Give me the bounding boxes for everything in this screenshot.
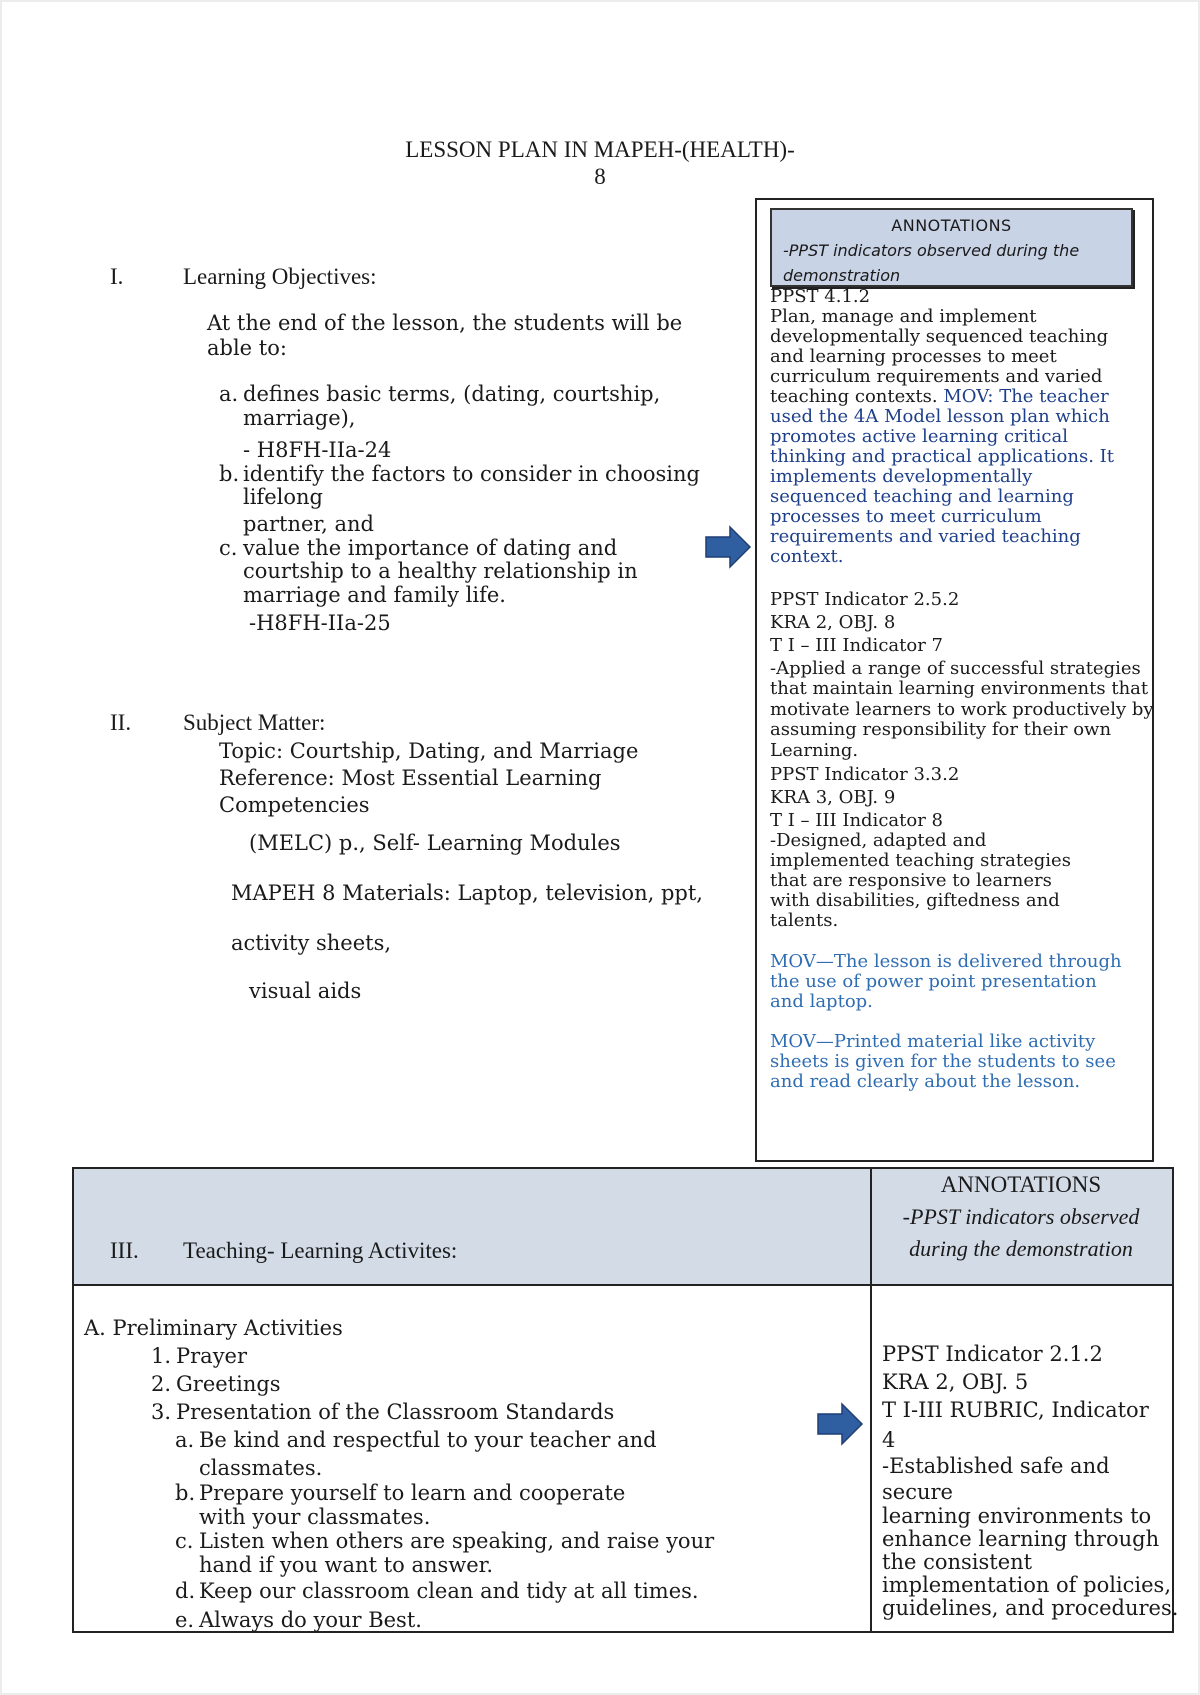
annotation-line: implements developmentally <box>770 466 1033 487</box>
arrow-right-icon <box>704 525 752 569</box>
annotations-header <box>770 208 1133 287</box>
section-2-heading: Subject Matter: <box>183 710 326 735</box>
standard-marker: a. <box>175 1428 195 1452</box>
subject-topic: Topic: Courtship, Dating, and Marriage <box>219 739 639 763</box>
mov-line: MOV—The lesson is delivered through <box>770 951 1122 972</box>
standard-marker: b. <box>175 1481 196 1505</box>
list-item: Greetings <box>176 1372 281 1396</box>
annotation-line: guidelines, and procedures. <box>882 1596 1179 1620</box>
table-annotations-title: ANNOTATIONS <box>940 1172 1102 1197</box>
annotation-line: T I – III Indicator 7 <box>770 635 943 656</box>
objective-b-cont2: partner, and <box>243 512 374 536</box>
page-title: LESSON PLAN IN MAPEH-(HEALTH)- <box>405 137 795 162</box>
objectives-intro: At the end of the lesson, the students will be <box>207 311 683 335</box>
standard-marker: e. <box>175 1608 195 1632</box>
list-item-marker: 2. <box>151 1372 172 1396</box>
annotation-line: -Established safe and <box>882 1454 1110 1478</box>
section-1-number: I. <box>110 264 124 289</box>
objectives-intro-cont: able to: <box>207 336 287 360</box>
subject-activity-sheets: activity sheets, <box>231 931 392 955</box>
annotation-line: PPST Indicator 2.1.2 <box>882 1342 1103 1366</box>
annotation-line: curriculum requirements and varied <box>770 366 1103 387</box>
objective-c-marker: c. <box>219 536 238 560</box>
subject-materials: MAPEH 8 Materials: Laptop, television, ppt, <box>231 881 703 905</box>
objective-b-cont: lifelong <box>243 485 323 509</box>
mov-line: and laptop. <box>770 991 873 1012</box>
objective-c-code: -H8FH-IIa-25 <box>249 611 391 635</box>
annotation-line: PPST Indicator 2.5.2 <box>770 589 960 610</box>
mov-line: the use of power point presentation <box>770 971 1097 992</box>
subject-melc: (MELC) p., Self- Learning Modules <box>249 831 621 855</box>
mov-line: and read clearly about the lesson. <box>770 1071 1081 1092</box>
annotation-line: processes to meet curriculum <box>770 506 1042 527</box>
annotation-line: -Designed, adapted and <box>770 830 987 851</box>
subject-reference: Reference: Most Essential Learning <box>219 766 602 790</box>
annotation-line: assuming responsibility for their own <box>770 719 1112 740</box>
subject-reference-cont: Competencies <box>219 793 370 817</box>
objective-a-cont: marriage), <box>243 406 356 430</box>
objective-a-marker: a. <box>219 382 239 406</box>
objective-a-code: - H8FH-IIa-24 <box>243 438 392 462</box>
annotation-line: KRA 2, OBJ. 8 <box>770 612 896 633</box>
annotation-line: context. <box>770 546 844 567</box>
list-item-marker: 1. <box>151 1344 172 1368</box>
annotation-line: -Applied a range of successful strategies <box>770 658 1141 679</box>
annotation-line: KRA 3, OBJ. 9 <box>770 787 896 808</box>
annotation-line: sequenced teaching and learning <box>770 486 1074 507</box>
annotation-line: that maintain learning environments that <box>770 678 1149 699</box>
list-item-marker: 3. <box>151 1400 172 1424</box>
classroom-standard: Keep our classroom clean and tidy at all times. <box>199 1579 699 1603</box>
annotation-line: with disabilities, giftedness and <box>770 890 1060 911</box>
classroom-standard-cont: with your classmates. <box>199 1505 431 1529</box>
section-3-number: III. <box>110 1238 139 1263</box>
annotation-line: PPST Indicator 3.3.2 <box>770 764 960 785</box>
annotation-line: that are responsive to learners <box>770 870 1052 891</box>
annotation-line: implementation of policies, <box>882 1573 1172 1597</box>
objective-c: value the importance of dating and <box>243 536 618 560</box>
preliminary-heading: A. Preliminary Activities <box>84 1316 343 1340</box>
annotation-line: Learning. <box>770 740 859 761</box>
page-title-grade: 8 <box>594 164 606 189</box>
annotation-line: promotes active learning critical <box>770 426 1068 447</box>
annotations-title: ANNOTATIONS <box>891 216 1012 235</box>
mov-line: sheets is given for the students to see <box>770 1051 1116 1072</box>
classroom-standard-cont: classmates. <box>199 1456 323 1480</box>
section-3-heading: Teaching- Learning Activites: <box>183 1238 458 1263</box>
annotation-line: Plan, manage and implement <box>770 306 1037 327</box>
annotation-line: KRA 2, OBJ. 5 <box>882 1370 1029 1394</box>
arrow-right-icon <box>816 1402 864 1446</box>
annotation-line: the consistent <box>882 1550 1033 1574</box>
annotation-line: talents. <box>770 910 839 931</box>
annotation-line: T I-III RUBRIC, Indicator <box>882 1398 1149 1422</box>
section-1-heading: Learning Objectives: <box>183 264 377 289</box>
annotation-line: T I – III Indicator 8 <box>770 810 943 831</box>
classroom-standard: Always do your Best. <box>199 1608 422 1632</box>
objective-c-cont2: marriage and family life. <box>243 583 506 607</box>
annotation-line: teaching contexts. MOV: The teacher <box>770 386 1109 407</box>
objective-b: identify the factors to consider in choosing <box>243 462 700 486</box>
list-item: Prayer <box>176 1344 248 1368</box>
annotation-line: motivate learners to work productively by <box>770 699 1154 720</box>
objective-c-cont: courtship to a healthy relationship in <box>243 559 638 583</box>
annotations-subtitle: -PPST indicators observed during the demonstration <box>783 241 1080 285</box>
annotation-line: implemented teaching strategies <box>770 850 1071 871</box>
objective-b-marker: b. <box>219 462 240 486</box>
section-2-number: II. <box>110 710 132 735</box>
objective-a: defines basic terms, (dating, courtship, <box>243 382 661 406</box>
annotation-line: learning environments to <box>882 1504 1152 1528</box>
annotation-line: PPST 4.1.2 <box>770 286 871 307</box>
annotation-line: secure <box>882 1480 953 1504</box>
table-annotations-subtitle-cont: during the demonstration <box>909 1236 1133 1261</box>
annotation-line: enhance learning through <box>882 1527 1160 1551</box>
annotation-line: requirements and varied teaching <box>770 526 1081 547</box>
classroom-standard: Listen when others are speaking, and raise your <box>199 1529 715 1553</box>
annotation-line: thinking and practical applications. It <box>770 446 1115 467</box>
subject-visual-aids: visual aids <box>249 979 362 1003</box>
annotation-line: 4 <box>882 1428 896 1452</box>
mov-line: MOV—Printed material like activity <box>770 1031 1096 1052</box>
annotation-line: and learning processes to meet <box>770 346 1057 367</box>
table-annotations-subtitle: -PPST indicators observed <box>902 1204 1140 1229</box>
annotation-line: used the 4A Model lesson plan which <box>770 406 1110 427</box>
standard-marker: d. <box>175 1579 196 1603</box>
classroom-standard-cont: hand if you want to answer. <box>199 1553 494 1577</box>
standard-marker: c. <box>175 1529 194 1553</box>
classroom-standard: Prepare yourself to learn and cooperate <box>199 1481 626 1505</box>
list-item: Presentation of the Classroom Standards <box>176 1400 615 1424</box>
classroom-standard: Be kind and respectful to your teacher and <box>199 1428 657 1452</box>
annotation-line: developmentally sequenced teaching <box>770 326 1109 347</box>
